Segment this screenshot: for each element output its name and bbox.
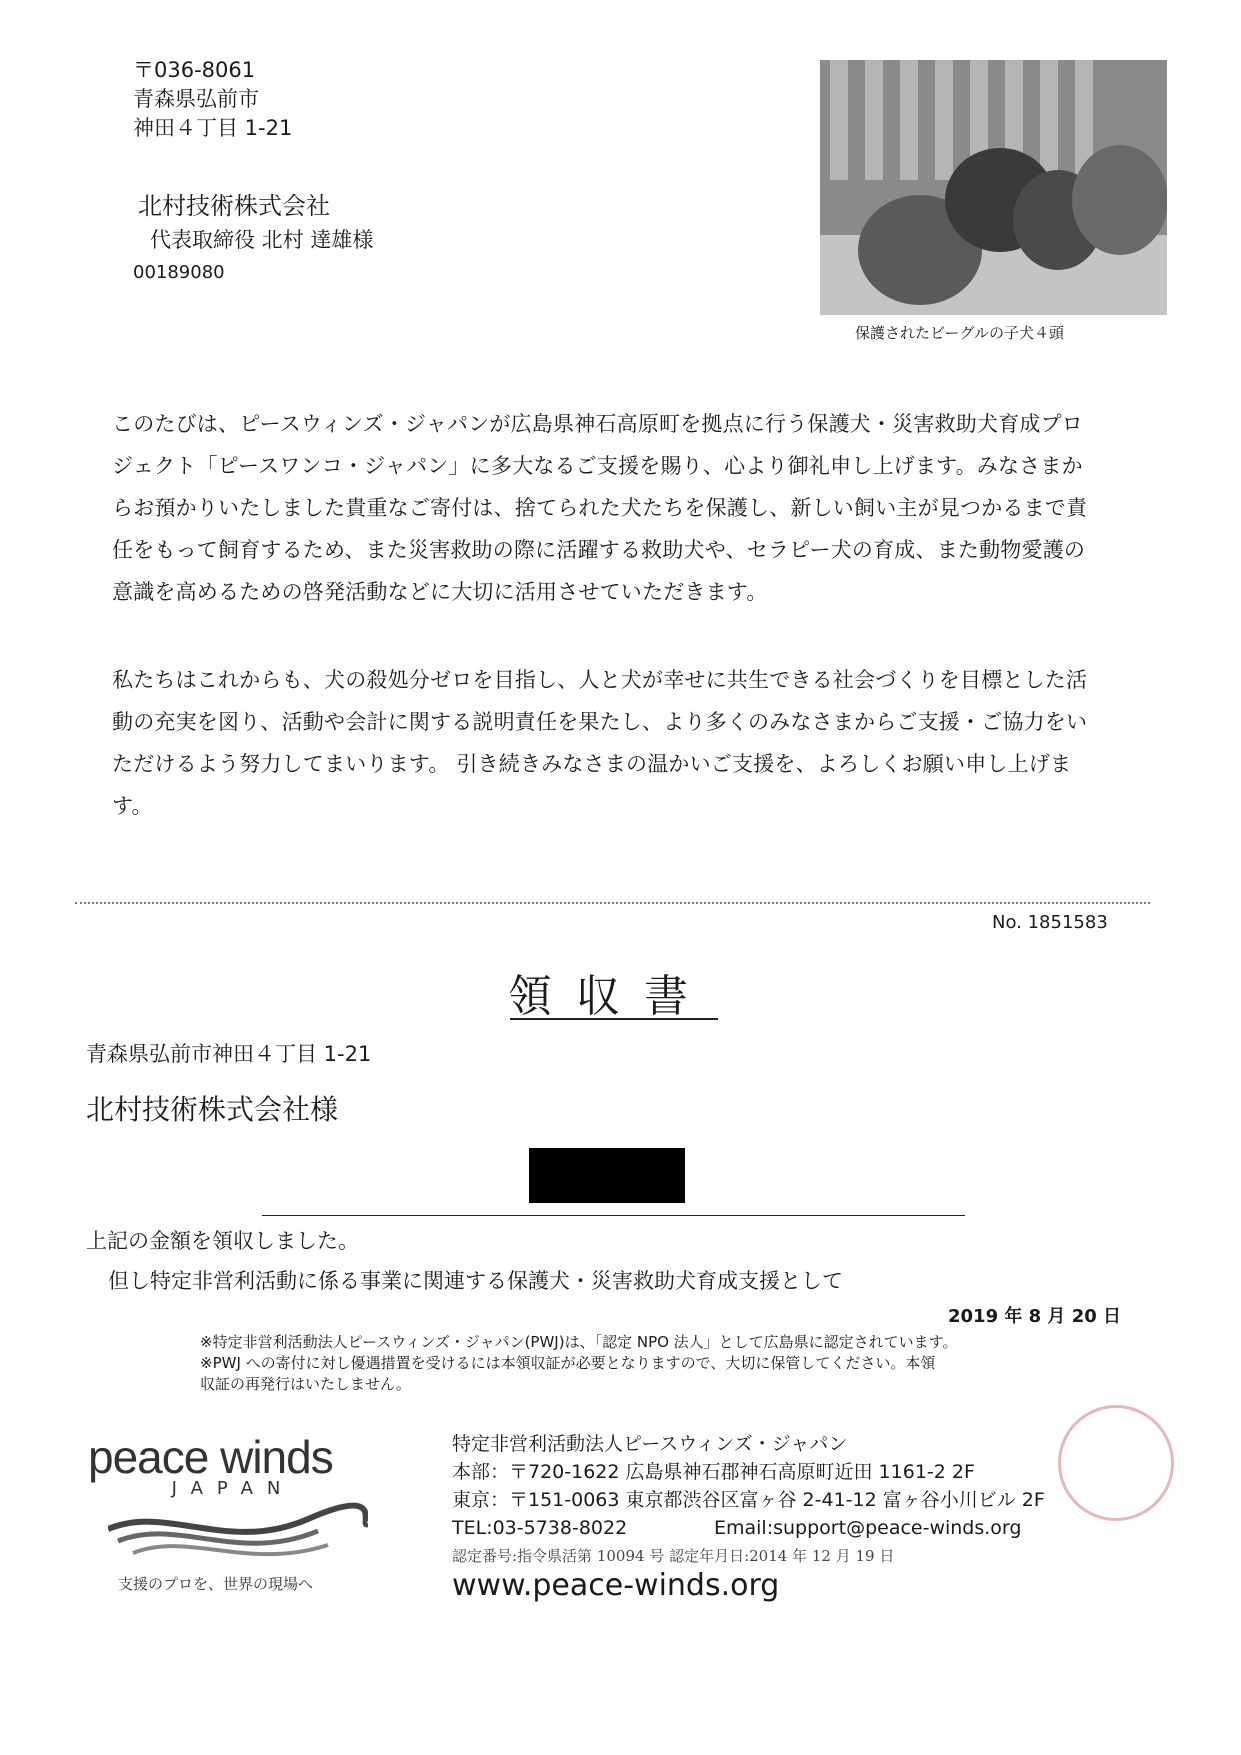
- org-contact: [452, 1514, 1192, 1542]
- recipient-id: 00189080: [133, 262, 225, 283]
- letter-line: らお預かりいたしました貴重なご寄付は、捨てられた犬たちを保護し、新しい飼い主が見つかるまで責: [112, 496, 1088, 520]
- org-url: www.peace-winds.org: [452, 1568, 780, 1603]
- org-cert: 認定番号:指令県活第 10094 号 認定年月日:2014 年 12 月 19 日: [452, 1547, 895, 1565]
- receipt-date: 2019 年 8 月 20 日: [948, 1306, 1122, 1327]
- recipient-city: 青森県弘前市: [133, 87, 259, 111]
- receipt-note: ※PWJ への寄付に対し優遇措置を受けるには本領収証が必要となりますので、大切に保管してください。本領: [200, 1354, 936, 1372]
- receipt-received-text: 上記の金額を領収しました。: [86, 1229, 359, 1253]
- org-email: Email:support@peace-winds.org: [714, 1517, 1022, 1539]
- letter-line: ただけるよう努力してまいります。 引き続きみなさまの温かいご支援を、よろしくお願い申し上げま: [112, 752, 1072, 776]
- logo-tagline: 支援のプロを、世界の現場へ: [118, 1575, 314, 1593]
- logo-main-text: peace winds: [88, 1431, 333, 1483]
- beagle-puppies-photo: [820, 60, 1167, 315]
- recipient-company: 北村技術株式会社: [138, 192, 330, 220]
- letter-line: 意識を高めるための啓発活動などに大切に活用させていただきます。: [112, 580, 768, 604]
- letter-line: 任をもって飼育するため、また災害救助の際に活躍する救助犬や、セラピー犬の育成、また動物愛護の: [112, 538, 1086, 562]
- redacted-amount: [529, 1148, 685, 1203]
- org-tel: TEL:03-5738-8022: [452, 1517, 628, 1539]
- letter-line: 動の充実を図り、活動や会計に関する説明責任を果たし、より多くのみなさまからご支援・ご協力をい: [112, 710, 1088, 734]
- receipt-note: 収証の再発行はいたしません。: [200, 1375, 411, 1393]
- org-info: [452, 1430, 1192, 1603]
- photo-caption: 保護されたビーグルの子犬４頭: [855, 324, 1064, 342]
- receipt-purpose: 但し特定非営利活動に係る事業に関連する保護犬・災害救助犬育成支援として: [108, 1269, 843, 1293]
- receipt-number: No. 1851583: [992, 912, 1108, 933]
- letter-line: 私たちはこれからも、犬の殺処分ゼロを目指し、人と犬が幸せに共生できる社会づくりを目標とした活: [112, 668, 1088, 692]
- logo-waves-icon: [108, 1499, 368, 1569]
- receipt-notes: [200, 1332, 1070, 1395]
- letter-line: す。: [112, 794, 153, 818]
- amount-underline: [262, 1215, 965, 1216]
- cut-line-divider: [75, 902, 1150, 904]
- letter-line: ジェクト「ピースワンコ・ジャパン」に多大なるご支援を賜り、心より御礼申し上げます。みなさまか: [112, 454, 1083, 478]
- letter-line: このたびは、ピースウィンズ・ジャパンが広島県神石高原町を拠点に行う保護犬・災害救助犬育成プロ: [112, 412, 1083, 436]
- receipt-address: 青森県弘前市神田４丁目 1-21: [86, 1042, 372, 1066]
- org-name: 特定非営利活動法人ピースウィンズ・ジャパン: [452, 1433, 848, 1455]
- receipt-title: 領収書: [508, 971, 712, 1022]
- receipt-note: ※特定非営利活動法人ピースウィンズ・ジャパン(PWJ)は、「認定 NPO 法人」として広島県に認定されています。: [200, 1333, 958, 1351]
- recipient-postal: 〒036-8061: [133, 58, 256, 82]
- pwj-logo: [88, 1430, 378, 1594]
- letter-paragraph-2: [112, 659, 1132, 827]
- recipient-address: [133, 56, 292, 143]
- recipient-person: 代表取締役 北村 達雄様: [150, 228, 374, 252]
- org-hq: 本部：〒720-1622 広島県神石郡神石高原町近田 1161-2 2F: [452, 1461, 975, 1483]
- logo-sub-text: JAPAN: [171, 1478, 295, 1499]
- receipt-title-underline: [510, 1018, 718, 1020]
- org-tokyo: 東京：〒151-0063 東京都渋谷区富ヶ谷 2-41-12 富ヶ谷小川ビル 2F: [452, 1489, 1045, 1511]
- recipient-street: 神田４丁目 1-21: [133, 116, 293, 140]
- letter-paragraph-1: [112, 403, 1132, 613]
- receipt-name: 北村技術株式会社様: [86, 1093, 339, 1126]
